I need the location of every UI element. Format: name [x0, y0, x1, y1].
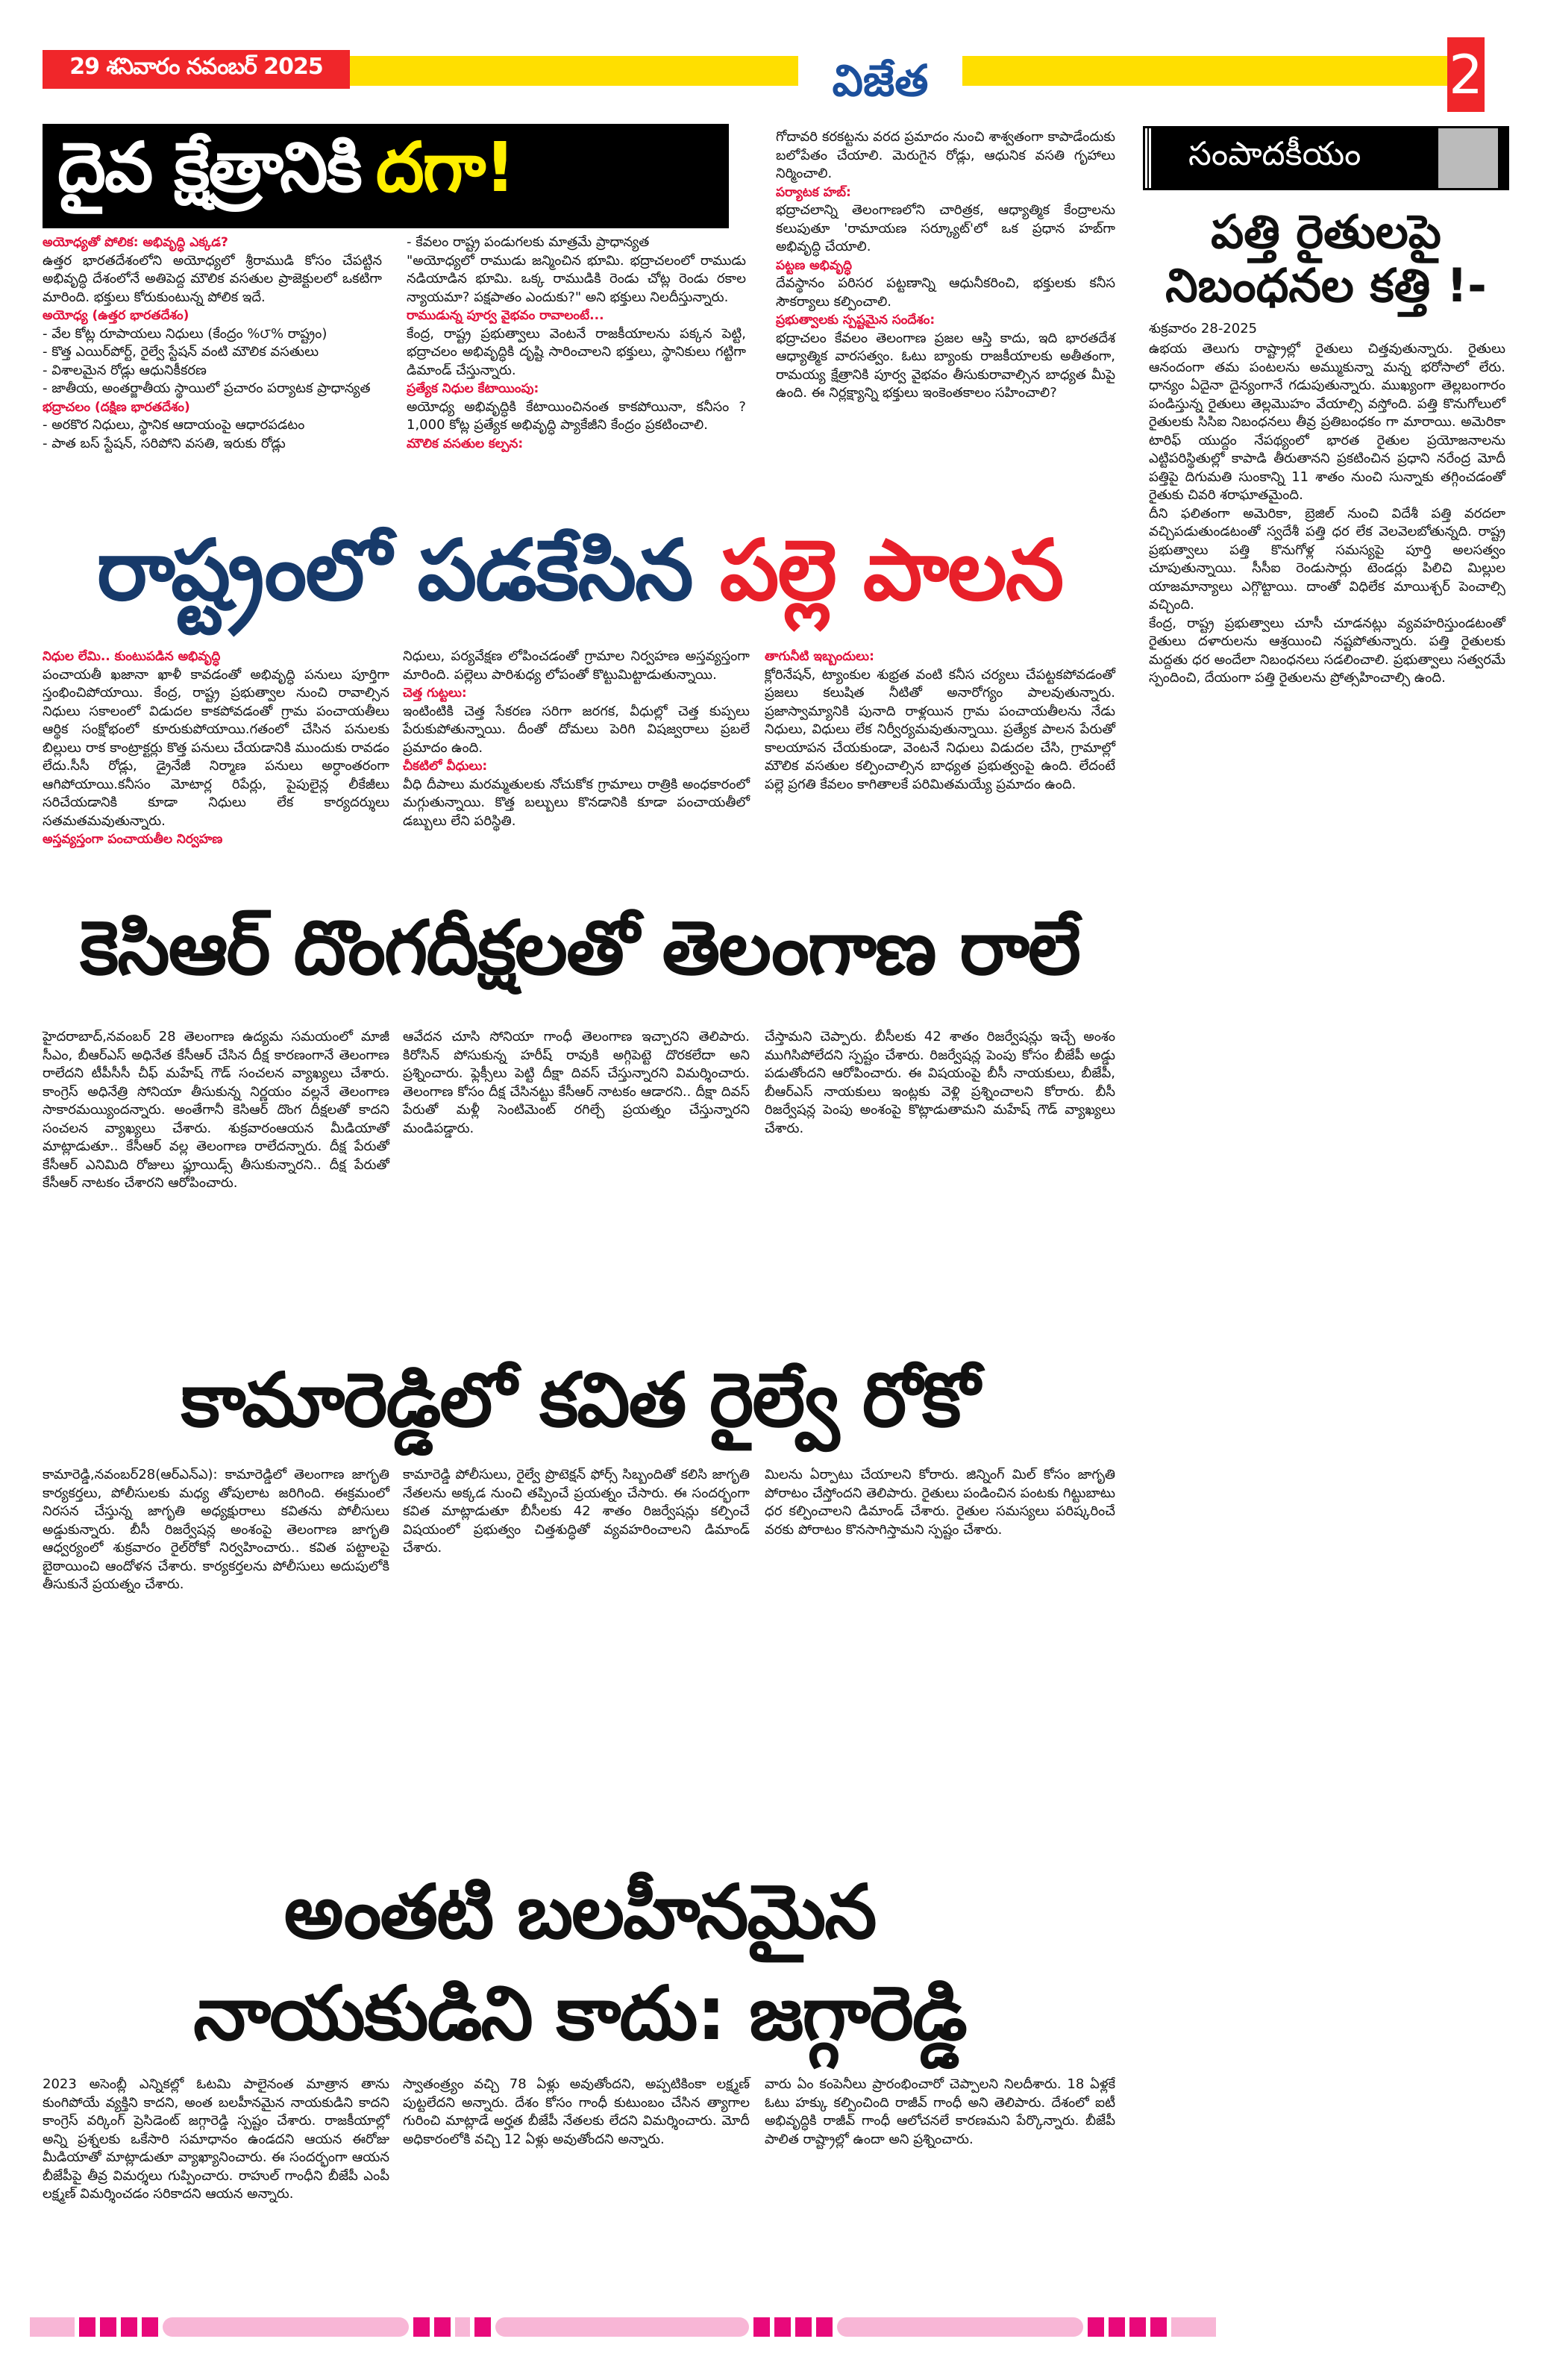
article-subhead: మౌలిక వసతుల కల్పన:	[407, 436, 524, 451]
article-column	[407, 234, 746, 453]
article-subhead: నిధుల లేమి.. కుంటుపడిన అభివృద్ధి	[43, 649, 221, 664]
article-paragraph: భద్రాచలం కేవలం తెలంగాణ ప్రజల ఆస్తి కాదు, ఇది భారతదేశ ఆధ్యాత్మిక వారసత్వం. ఓటు బ్యాంకు రాజకీయాలకు అతీతంగా, రామయ్య క్షేత్రానికి పూర్వ వైభవం తీసుకురావాల్సిన బాధ్యత మీపై ఉంది. ఈ నిర్లక్ష్యాన్ని భక్తులు ఇంకెంతకాలం సహించాలి?	[776, 330, 1115, 401]
article-column	[43, 1028, 389, 1193]
article-paragraph: ఇంటింటికి చెత్త సేకరణ సరిగా జరగక, వీధుల్లో చెత్త కుప్పలు పేరుకుపోతున్నాయి. దీంతో దోమలు పెరిగి విషజ్వరాలు ప్రబలే ప్రమాదం ఉంది.	[403, 703, 750, 756]
page-number: 2	[1447, 37, 1485, 112]
editorial-paragraph: ఉభయ తెలుగు రాష్ట్రాల్లో రైతులు చిత్తవుతున్నారు. రైతులు ఆనందంగా తమ పంటలను అమ్ముకున్నా మన్న భరోసాలో లేరు. ధాన్యం ఏదైనా దైన్యంగానే గడుపుతున్నారు. ముఖ్యంగా తెల్లబంగారం పండిస్తున్న రైతులు తెల్లమొహం వేయాల్సి వస్తోంది. పత్తి కొనుగోలులో రైతులకు సిసిఐ నిబంధనలు తీవ్ర ప్రతిబంధకం గా మారాయి. అమెరికా టారిఫ్ యుద్దం నేపథ్యంలో భారత రైతుల ప్రయోజనాలను ఎట్టిపరిస్థితుల్లో కాపాడి తీరుతానని ప్రకటించిన ప్రధాని నరేంద్ర మోదీ పత్తిపై దిగుమతి సుంకాన్ని 11 శాతం నుంచి సున్నాకు తగ్గించడంతో రైతుకు చివరి శరాఘాతమైంది.	[1149, 341, 1505, 503]
article-column	[776, 128, 1115, 403]
article-paragraph: - వేల కోట్ల రూపాయలు నిధులు (కేంద్రం %౮% రాష్ట్రం)	[43, 325, 327, 342]
article-column	[403, 1466, 750, 1558]
article-paragraph: పంచాయతీ ఖజానా ఖాళీ కావడంతో అభివృద్ధి పనులు పూర్తిగా స్తంభించిపోయాయి. కేంద్ర, రాష్ట్ర ప్రభుత్వాల నుంచి రావాల్సిన నిధులు సకాలంలో విడుదల కాకపోవడంతో గ్రామ పంచాయతీలు ఆర్థిక సంక్షోభంలో కూరుకుపోయాయి.గతంలో చేసిన పనులకు బిల్లులు రాక కాంట్రాక్టర్లు కొత్త పనులు చేయడానికి ముందుకు రావడం లేదు.సీసీ రోడ్లు, డ్రైనేజీ నిర్మాణ పనులు అర్ధాంతరంగా ఆగిపోయాయి.కనీసం మోటార్ల రిపేర్లు, పైపులైన్ల లీకేజీలు సరిచేయడానికి కూడా నిధులు లేక కార్యదర్శులు సతమతమవుతున్నారు.	[43, 666, 389, 829]
headline-part-red: పల్లె పాలన	[719, 522, 1063, 619]
editorial-body	[1149, 340, 1505, 688]
article-subhead: చీకటిలో వీధులు:	[403, 759, 488, 774]
article-paragraph: కామారెడ్డి పోలీసులు, రైల్వే ప్రొటెక్షన్ ఫోర్స్ సిబ్బందితో కలిసి జాగృతి నేతలను అక్కడ నుంచి తప్పించే ప్రయత్నం చేసారు. ఈ సందర్భంగా కవిత మాట్లాడుతూ బీసీలకు 42 శాతం రిజర్వేషన్లు కల్పించే విషయంలో ప్రభుత్వం చిత్తశుద్ధితో వ్యవహరించాలని డిమాండ్ చేశారు.	[403, 1467, 750, 1556]
brand-name: విజేత	[832, 55, 929, 106]
article-column	[403, 1028, 750, 1138]
article-column	[765, 648, 1115, 794]
article-column	[43, 2076, 389, 2204]
headline-kcr: కెసిఆర్ దొంగదీక్షలతో తెలంగాణ రాలే	[80, 904, 1079, 992]
article-paragraph: 2023 అసెంబ్లీ ఎన్నికల్లో ఓటమి పాలైనంత మాత్రాన తాను కుంగిపోయే వ్యక్తిని కాదని, అంత బలహీనమైన నాయకుడిని కాదని కాంగ్రెస్ వర్కింగ్ ప్రెసిడెంట్ జగ్గారెడ్డి స్పష్టం చేశారు. రాజకీయాల్లో అన్ని ప్రశ్నలకు ఒకేసారి సమాధానం ఉండదని ఆయన ఈరోజు మీడియాతో మాట్లాడుతూ వ్యాఖ్యానించారు. ఈ సందర్భంగా ఆయన బీజేపీపై తీవ్ర విమర్శలు గుప్పించారు. రాహుల్ గాంధీని బీజేపీ ఎంపీ లక్ష్మణ్ విమర్శించడం సరికాదని ఆయన అన్నారు.	[43, 2076, 389, 2202]
article-paragraph: - జాతీయ, అంతర్జాతీయ స్థాయిలో ప్రచారం పర్యాటక ప్రాధాన్యత	[43, 381, 371, 396]
article-paragraph: - అరకొర నిధులు, స్థానిక ఆదాయంపై ఆధారపడటం	[43, 417, 305, 433]
article-paragraph: - కేవలం రాష్ట్ర పండుగలకు మాత్రమే ప్రాధాన్యత	[407, 234, 650, 250]
lead-headline	[43, 124, 729, 228]
article-subhead: అయోధ్యతో పోలిక: అభివృద్ధి ఎక్కడ?	[43, 235, 228, 250]
editorial-paragraph: కేంద్ర, రాష్ట్ర ప్రభుత్వాలు చూసీ చూడనట్లు వ్యవహరిస్తుండటంతో రైతులు దళారులను ఆశ్రయించి నష్టపోతున్నారు. పత్తి రైతులకు మద్దతు ధర అందేలా నిబంధనలు సడలించాలి. ప్రభుత్వాలు సత్వరమే స్పందించి, దేయంగా పత్తి రైతులను ప్రోత్సహించాల్సి ఉంది.	[1149, 615, 1505, 686]
article-paragraph: వారు ఏం కంపెనీలు ప్రారంభించారో చెప్పాలని నిలదీశారు. 18 ఏళ్లకే ఓటు హక్కు కల్పించింది రాజీవ్ గాంధీ అని తెలిపారు. దేశంలో ఐటీ అభివృద్ధికి రాజీవ్ గాంధీ ఆలోచనలే కారణమని పేర్కొన్నారు. బీజేపీ పాలిత రాష్ట్రాల్లో ఉందా అని ప్రశ్నించారు.	[765, 2076, 1115, 2147]
article-subhead: భద్రాచలం (దక్షిణ భారతదేశం)	[43, 399, 190, 415]
article-paragraph: వీధి దీపాలు మరమ్మతులకు నోచుకోక గ్రామాలు రాత్రికి అంధకారంలో మగ్గుతున్నాయి. కొత్త బల్బులు కొనడానికి కూడా పంచాయతీలో డబ్బులు లేని పరిస్థితి.	[403, 776, 750, 829]
editorial-date: శుక్రవారం 28-2025	[1149, 321, 1258, 336]
issue-date: 29 శనివారం నవంబర్ 2025	[43, 50, 350, 89]
article-column	[43, 648, 389, 849]
article-paragraph: ఆవేదన చూసి సోనియా గాంధీ తెలంగాణ ఇచ్చారని తెలిపారు. కిరోసిన్ పోసుకున్న హరీష్ రావుకి అగ్గిపెట్టె దొరకలేదా అని ప్రశ్నించారు. ఫ్లెక్సీలు పెట్టి దీక్షా దివస్ చేస్తున్నారని విమర్శించారు. తెలంగాణ కోసం దీక్ష చేసినట్టు కేసీఆర్ నాటకం ఆడారని.. దీక్షా దివస్ పేరుతో మళ్లీ సెంటిమెంట్ రగిల్చే ప్రయత్నం చేస్తున్నారని మండిపడ్డారు.	[403, 1029, 750, 1136]
article-paragraph: క్లోరినేషన్, ట్యాంకుల శుభ్రత వంటి కనీస చర్యలు చేపట్టకపోవడంతో ప్రజలు కలుషిత నీటితో అనారోగ్యం పాలవుతున్నారు. ప్రజాస్వామ్యానికి పునాది రాళ్లయిన గ్రామ పంచాయతీలను నేడు నిధులు, విధులు లేక నిర్వీర్యమవుతున్నాయి. ప్రత్యేక పాలన పేరుతో కాలయాపన చేయకుండా, వెంటనే నిధులు విడుదల చేసి, గ్రామాల్లో మౌలిక వసతుల కల్పించాల్సిన బాధ్యత ప్రభుత్వంపై ఉంది. లేదంటే పల్లె ప్రగతి కేవలం కాగితాలకే పరిమితమయ్యే ప్రమాదం ఉంది.	[765, 666, 1115, 792]
article-subhead: పర్యాటక హబ్:	[776, 184, 851, 200]
article-paragraph: "అయోధ్యలో రాముడు జన్మించిన భూమి. భద్రాచలంలో రాముడు నడియాడిన భూమి. ఒక్క రాముడికి రెండు చోట్ల రెండు రకాల న్యాయమా? పక్షపాతం ఎందుకు?" అని భక్తులు నిలదీస్తున్నారు.	[407, 252, 746, 305]
article-paragraph: నిధులు, పర్యవేక్షణ లోపించడంతో గ్రామాల నిర్వహణ అస్తవ్యస్తంగా మారింది. పల్లెలు పారిశుధ్య లోపంతో కొట్టుమిట్టాడుతున్నాయి.	[403, 648, 750, 683]
article-column	[43, 234, 382, 453]
article-paragraph: హైదరాబాద్,నవంబర్ 28 తెలంగాణ ఉద్యమ సమయంలో మాజీ సీఎం, బీఆర్ఎస్ అధినేత కేసీఆర్ చేసిన దీక్ష కారణంగానే తెలంగాణ రాలేదని టీపీసీసీ చీఫ్ మహేష్ గౌడ్ సంచలన వ్యాఖ్యలు చేశారు. కాంగ్రెస్ అధినేత్రి సోనియా తీసుకున్న నిర్ణయం వల్లనే తెలంగాణ సాకారమయ్యిందన్నారు. అంతేగానీ కెసిఆర్ దొంగ దీక్షలతో కాదని సంచలన వ్యాఖ్యలు చేశారు. శుక్రవారంఆయన మీడియాతో మాట్లాడుతూ.. కేసీఆర్ వల్ల తెలంగాణ రాలేదన్నారు. దీక్ష పేరుతో కేసీఆర్ ఎనిమిది రోజులు ఫ్లూయిడ్స్ తీసుకున్నారని.. దీక్ష పేరుతో కేసీఆర్ నాటకం చేశారని ఆరోపించారు.	[43, 1029, 389, 1191]
editorial-label	[1145, 128, 1507, 188]
article-subhead: ప్రత్యేక నిధుల కేటాయింపు:	[407, 381, 539, 396]
article-subhead: చెత్త గుట్టలు:	[403, 686, 467, 701]
article-paragraph: భద్రాచలాన్ని తెలంగాణలోని చారిత్రక, ఆధ్యాత్మిక కేంద్రాలను కలుపుతూ 'రామాయణ సర్క్యూట్'లో ఒక ప్రధాన హబ్‌గా అభివృద్ధి చేయాలి.	[776, 202, 1115, 254]
article-paragraph: అయోధ్య అభివృద్ధికి కేటాయించినంత కాకపోయినా, కనీసం ?1,000 కోట్ల ప్రత్యేక అభివృద్ధి ప్యాకేజీని కేంద్రం ప్రకటించాలి.	[407, 398, 746, 433]
article-paragraph: - విశాలమైన రోడ్లు ఆధునికీకరణ	[43, 362, 207, 378]
headline-line: నాయకుడిని కాదు: జగ్గారెడ్డి	[193, 1970, 966, 2057]
headline-village-governance	[43, 522, 1117, 640]
headline-jaggareddy	[43, 1861, 1117, 2064]
article-column	[765, 1028, 1115, 1138]
article-column	[403, 2076, 750, 2149]
article-paragraph: స్వాతంత్ర్యం వచ్చి 78 ఏళ్లు అవుతోందని, అప్పటికింకా లక్ష్మణ్ పుట్టలేదని అన్నారు. దేశం కోసం గాంధీ కుటుంబం చేసిన త్యాగాల గురించి మాట్లాడే అర్హత బీజేపీ నేతలకు లేదని విమర్శించారు. మోదీ అధికారంలోకి వచ్చి 12 ఏళ్లు అవుతోందని అన్నారు.	[403, 2076, 750, 2147]
article-paragraph: మిలను ఏర్పాటు చేయాలని కోరారు. జిన్నింగ్ మిల్ కోసం జాగృతి పోరాటం చేస్తోందని తెలిపారు. రైతులు పండించిన పంటకు గిట్టుబాటు ధర కల్పించాలని డిమాండ్ చేశారు. రైతుల సమస్యలు పరిష్కరించే వరకు పోరాటం కొనసాగిస్తామని స్పష్టం చేశారు.	[765, 1467, 1115, 1538]
editorial-title: పత్తి రైతులపై నిబంధనల కత్తి !-	[1165, 204, 1487, 313]
article-subhead: పట్టణ అభివృద్ధి	[776, 257, 853, 273]
newspaper-logo	[798, 43, 962, 118]
article-paragraph: ఉత్తర భారతదేశంలోని అయోధ్యలో శ్రీరాముడి కోసం చేపట్టిన అభివృద్ధి దేశంలోనే అతిపెద్ద మౌలిక వసతుల ప్రాజెక్టులలో ఒకటిగా మారింది. భక్తులు కోరుకుంటున్న పోలిక ఇదే.	[43, 252, 382, 305]
article-subhead: ప్రభుత్వాలకు స్పష్టమైన సందేశం:	[776, 313, 935, 328]
headline-part: రాష్ట్రంలో పడకేసిన	[96, 522, 692, 619]
article-subhead: అయోధ్య (ఉత్తర భారతదేశం)	[43, 308, 189, 323]
headline-line: అంతటి బలహీనమైన	[283, 1868, 876, 1955]
article-column	[765, 1466, 1115, 1539]
article-paragraph: - కొత్త ఎయిర్‌పోర్ట్, రైల్వే స్టేషన్ వంటి మౌలిక వసతులు	[43, 344, 319, 360]
article-column	[43, 1466, 389, 1594]
article-paragraph: దేవస్థానం పరిసర పట్టణాన్ని ఆధునీకరించి, భక్తులకు కనీస సౌకర్యాలు కల్పించాలి.	[776, 275, 1115, 310]
lead-headline-white: దైవ క్షేత్రానికి	[57, 128, 361, 207]
article-column	[403, 648, 750, 830]
article-paragraph: గోదావరి కరకట్టను వరద ప్రమాదం నుంచి శాశ్వతంగా కాపాడేందుకు బలోపేతం చేయాలి. మెరుగైన రోడ్లు, ఆధునిక వసతి గృహాలు నిర్మించాలి.	[776, 129, 1115, 181]
footer-decoration	[30, 2317, 1512, 2337]
editorial-label-text: సంపాదకీయం	[1188, 135, 1361, 173]
headline-kavitha: కామారెడ్డిలో కవిత రైల్వే రోకో	[181, 1356, 979, 1444]
editorial-paragraph: దీని ఫలితంగా అమెరికా, బ్రెజిల్ నుంచి విదేశీ పత్తి వరదలా వచ్చిపడుతుండటంతో స్వదేశీ పత్తి ధర లేక వెలవెలబోతున్నది. రాష్ట్ర ప్రభుత్వాలు పత్తి కొనుగోళ్ల సమస్యపై పూర్తి అలసత్వం చూపుతున్నాయి. సీసీఐ రెండుసార్లు టెండర్లు పిలిచి మిల్లుల యాజమాన్యాలు ఎగ్గొట్టాయి. దాంతో విధిలేక మాయిశ్చర్ పెంచాల్సి వచ్చింది.	[1149, 505, 1505, 613]
article-paragraph: చేస్తామని చెప్పారు. బీసీలకు 42 శాతం రిజర్వేషన్లు ఇచ్చే అంశం ముగిసిపోలేదని స్పష్టం చేశారు. రిజర్వేషన్ల పెంపు కోసం బీజేపీ అడ్డు పడుతోందని ఆరోపించారు. ఈ విషయంపై బీసీ నాయకులు, బీజేపీ, బీఆర్ఎస్ నాయకులు ఇంట్లకు వెళ్లి ప్రశ్నించాలని కోరారు. బీసీ రిజర్వేషన్ల పెంపు అంశంపై కొట్లాడుతామని మహేష్ గౌడ్ వ్యాఖ్యలు చేశారు.	[765, 1029, 1115, 1136]
article-paragraph: కామారెడ్డి,నవంబర్28(ఆర్ఎన్ఎ): కామారెడ్డిలో తెలంగాణ జాగృతి కార్యకర్తలు, పోలీసులకు మధ్య తోపులాట జరిగింది. ఈక్రమంలో నిరసన చేస్తున్న జాగృతి అధ్యక్షురాలు కవితను పోలీసులు అడ్డుకున్నారు. బీసీ రిజర్వేషన్ల అంశంపై తెలంగాణ జాగృతి ఆధ్వర్యంలో శుక్రవారం రైల్‌రోకో నిర్వహించారు.. కవిత పట్టాలపై బైఠాయించి ఆందోళన చేశారు. కార్యకర్తలను పోలీసులు అదుపులోకి తీసుకునే ప్రయత్నం చేశారు.	[43, 1467, 389, 1592]
article-paragraph: కేంద్ర, రాష్ట్ర ప్రభుత్వాలు వెంటనే రాజకీయాలను పక్కన పెట్టి, భద్రాచలం అభివృద్ధికి దృష్టి సారించాలని భక్తులు, స్థానికులు గట్టిగా డిమాండ్ చేస్తున్నారు.	[407, 325, 746, 378]
article-subhead: అస్తవ్యస్తంగా పంచాయతీల నిర్వహణ	[43, 832, 223, 847]
lead-headline-yellow: దగా!	[375, 128, 515, 207]
article-subhead: తాగునీటి ఇబ్బందులు:	[765, 649, 874, 664]
article-column	[765, 2076, 1115, 2149]
article-paragraph: - పాత బస్ స్టేషన్, సరిపోని వసతి, ఇరుకు రోడ్లు	[43, 435, 286, 451]
article-subhead: రాముడున్న పూర్వ వైభవం రావాలంటే...	[407, 308, 604, 323]
